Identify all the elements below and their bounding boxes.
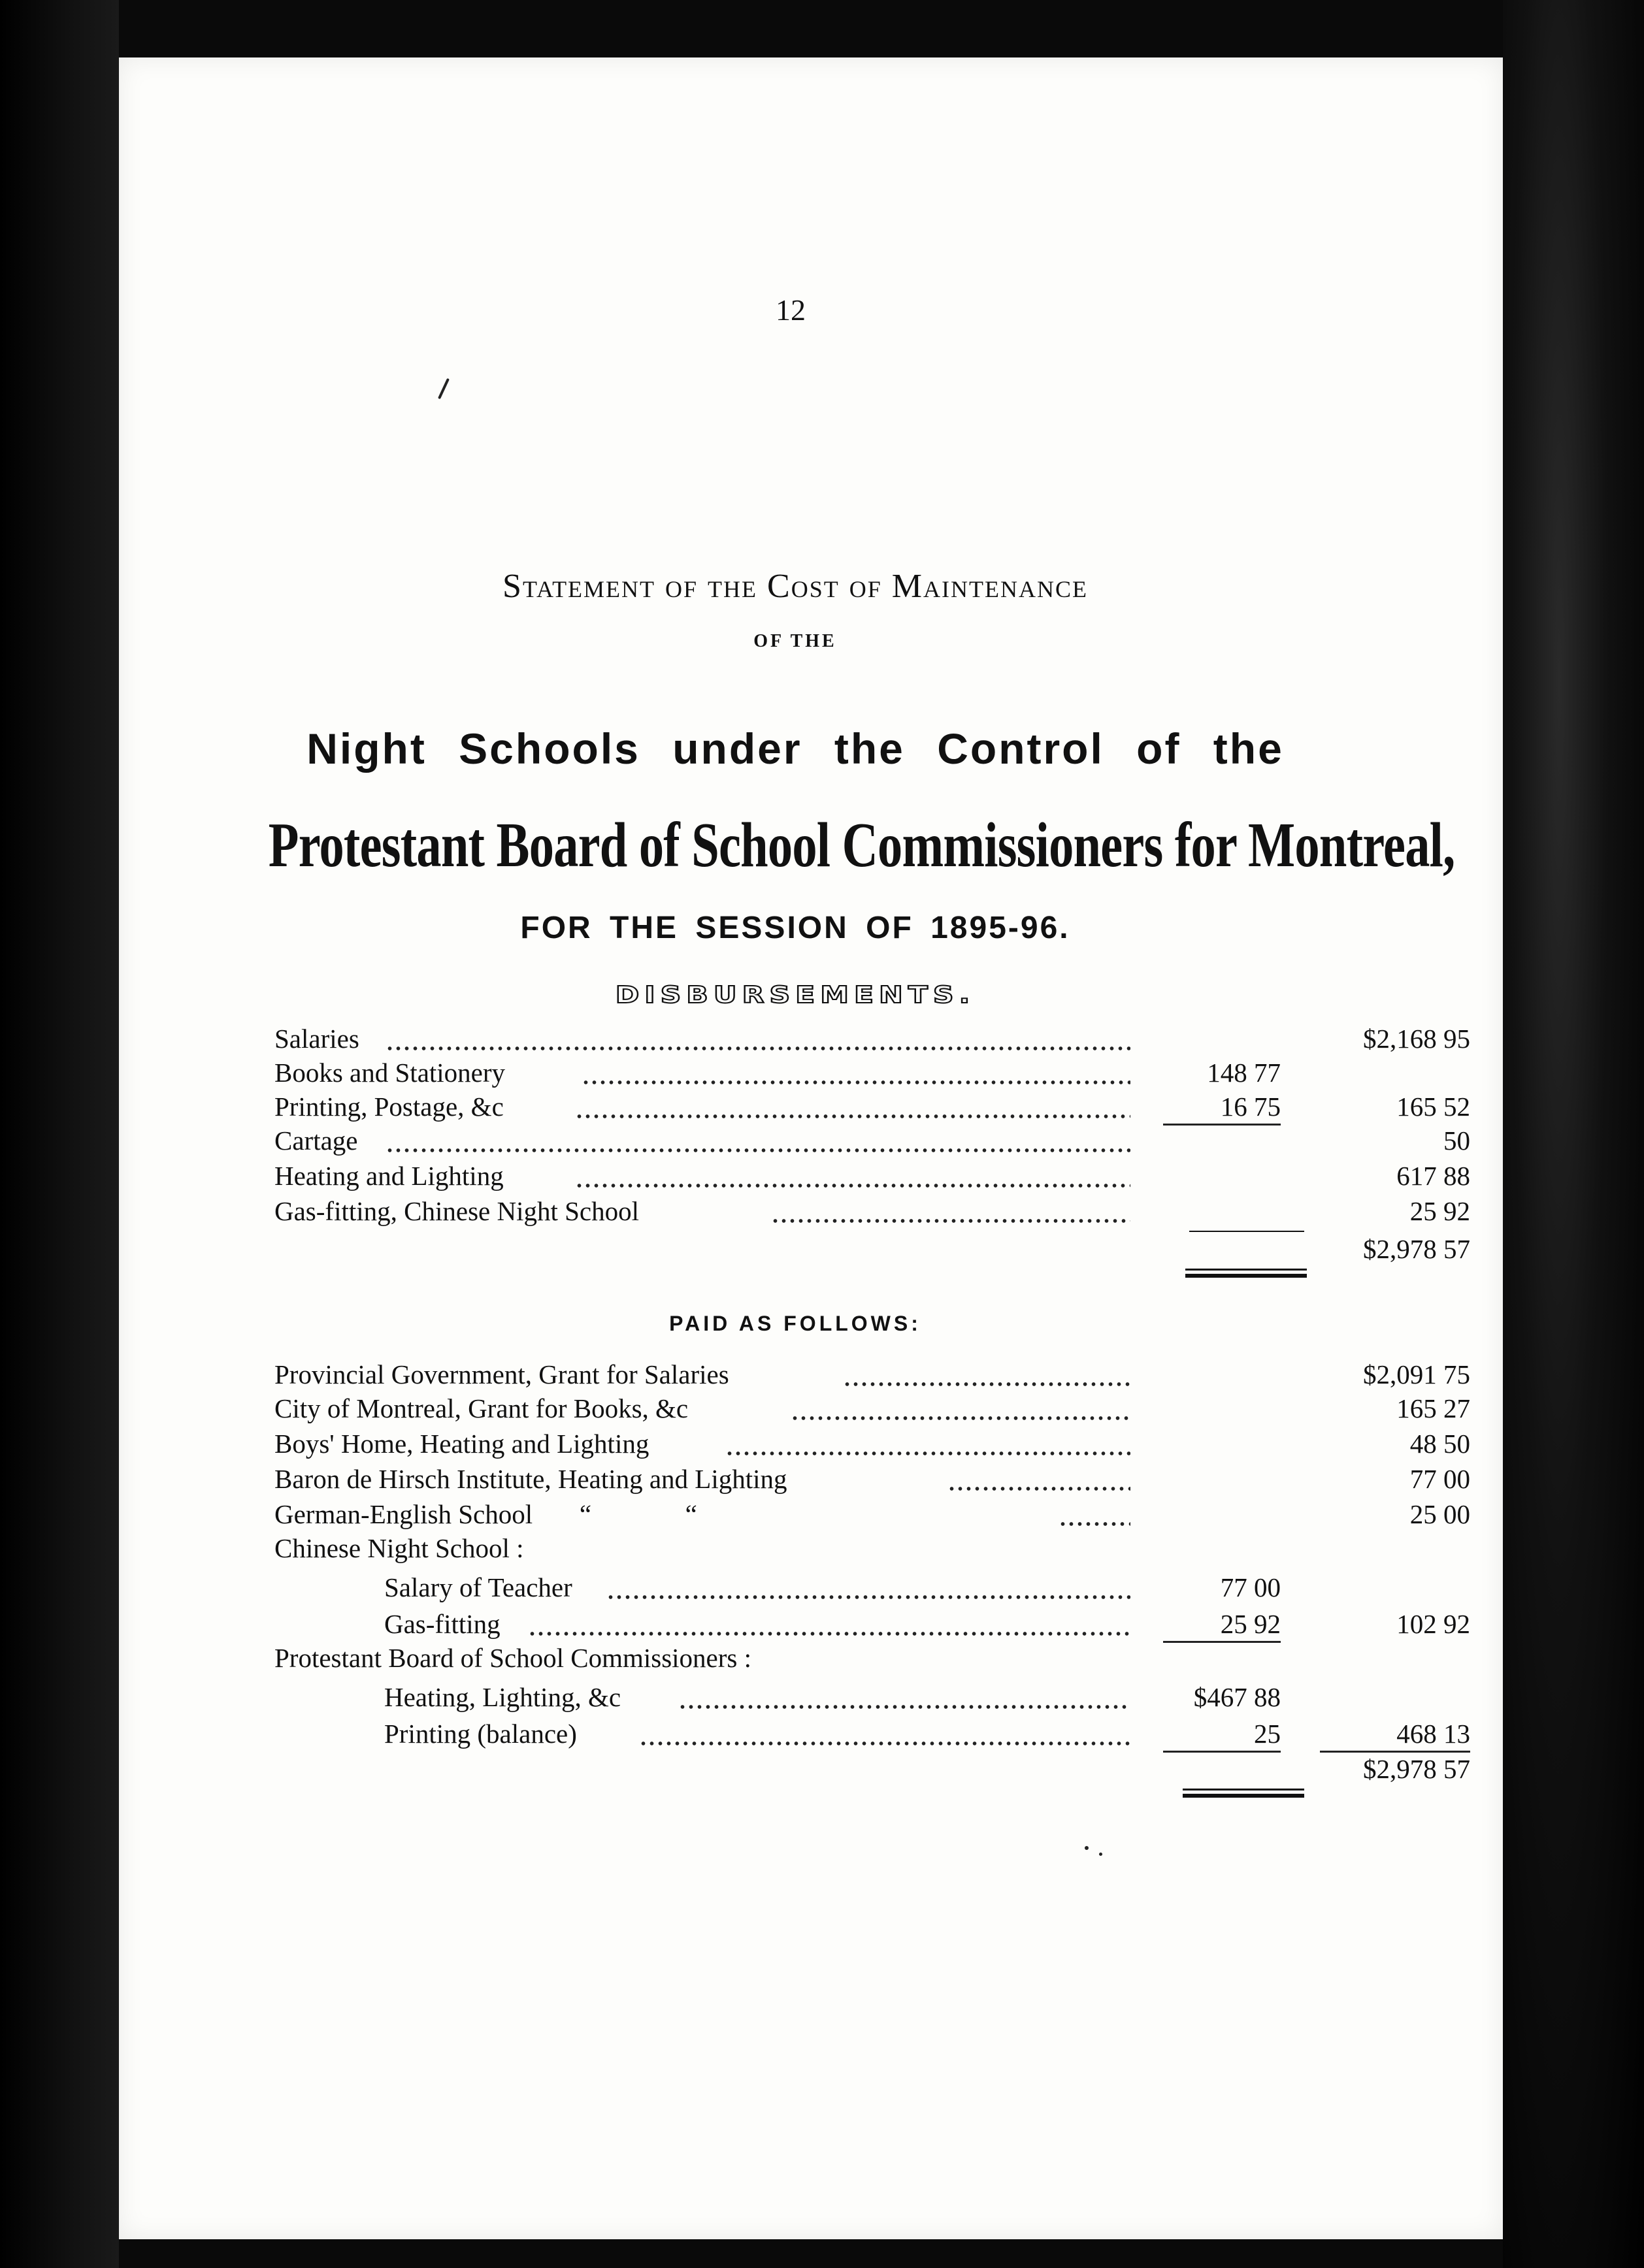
ledger-amount: $2,091 75 [1363, 1359, 1470, 1389]
ledger-label: Heating and Lighting [274, 1159, 505, 1193]
scan-speck [438, 378, 450, 400]
ledger-subamount: 25 92 [1163, 1607, 1281, 1643]
title-line-night-schools: Night Schools under the Control of the [306, 724, 1284, 773]
ledger-label: German-English School “ “ [274, 1497, 699, 1531]
ledger-amount: 617 88 [1396, 1161, 1470, 1191]
ledger-label: Boys' Home, Heating and Lighting [274, 1427, 650, 1461]
document-page [119, 57, 1503, 2239]
ledger-amount: $2,168 95 [1363, 1024, 1470, 1054]
ledger-amount: 165 52 [1396, 1092, 1470, 1122]
ledger-amount: 25 00 [1409, 1499, 1470, 1529]
ledger-amount: 102 92 [1396, 1609, 1470, 1639]
ledger-amount: 48 50 [1409, 1429, 1470, 1459]
ledger-amount: 77 00 [1409, 1464, 1470, 1494]
title-line-of-the: OF THE [753, 631, 837, 651]
scan-border-left [0, 0, 119, 2268]
ledger-label: Printing, Postage, &c [274, 1090, 505, 1124]
total-double-rule [1183, 1794, 1304, 1798]
disbursements-total: $2,978 57 [1363, 1234, 1470, 1264]
ledger-amount: 25 92 [1409, 1196, 1470, 1226]
ledger-label: Books and Stationery [274, 1056, 506, 1090]
total-double-rule [1185, 1274, 1307, 1278]
ledger-label: Baron de Hirsch Institute, Heating and Lighting [274, 1462, 789, 1496]
title-line-statement: Statement of the Cost of Maintenance [502, 568, 1088, 605]
ledger-amount: 50 [1443, 1126, 1470, 1156]
title-line-protestant-board: Protestant Board of School Commissioners for Montreal, [268, 810, 1455, 881]
ledger-label: Chinese Night School : [274, 1531, 525, 1565]
total-double-rule [1185, 1269, 1307, 1271]
ledger-amount: 468 13 [1320, 1717, 1470, 1753]
disbursements-heading: DISBURSEMENTS. [615, 982, 976, 1009]
ledger-label: Provincial Government, Grant for Salaries [274, 1357, 731, 1391]
ledger-label: Salary of Teacher [384, 1570, 574, 1604]
title-line-session: FOR THE SESSION OF 1895-96. [520, 911, 1070, 945]
ledger-label: Gas-fitting [384, 1607, 502, 1641]
scan-border-right [1503, 0, 1644, 2268]
ledger-label: Heating, Lighting, &c [384, 1680, 622, 1714]
ledger-label: Cartage [274, 1124, 359, 1158]
ledger-amount: 165 27 [1396, 1393, 1470, 1423]
ledger-subamount: $467 88 [1193, 1682, 1281, 1712]
ledger-subamount: 16 75 [1163, 1090, 1281, 1126]
page-number: 12 [776, 293, 806, 327]
ledger-subamount: 25 [1163, 1717, 1281, 1753]
ledger-label: Salaries [274, 1022, 361, 1056]
paid-total: $2,978 57 [1363, 1754, 1470, 1784]
subtotal-rule [1189, 1231, 1304, 1232]
ledger-label: Protestant Board of School Commissioners : [274, 1641, 753, 1675]
paid-as-follows-heading: PAID AS FOLLOWS: [669, 1312, 921, 1335]
ledger-label: Gas-fitting, Chinese Night School [274, 1194, 640, 1228]
total-double-rule [1183, 1789, 1304, 1790]
scan-speck [1085, 1846, 1089, 1850]
scan-speck [1099, 1853, 1102, 1856]
ledger-label: Printing (balance) [384, 1717, 578, 1751]
ledger-subamount: 77 00 [1220, 1572, 1281, 1602]
ledger-label: City of Montreal, Grant for Books, &c [274, 1391, 689, 1425]
ledger-subamount: 148 77 [1207, 1058, 1281, 1088]
